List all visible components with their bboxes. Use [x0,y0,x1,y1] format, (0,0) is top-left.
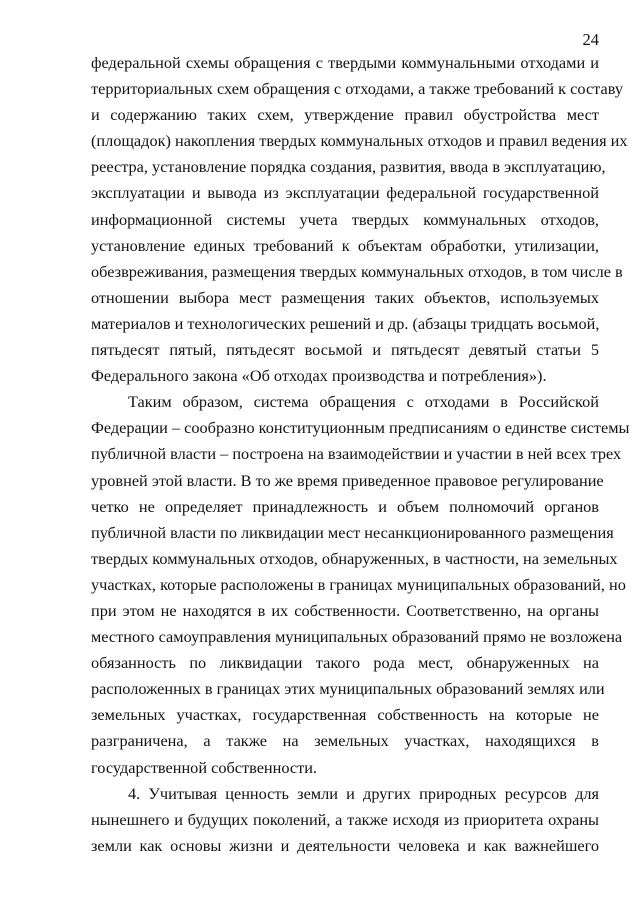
text-line: местного самоуправления муниципальных образований прямо не возложена [91,627,623,647]
text-line: обезвреживания, размещения твердых коммунальных отходов, в том числе в [91,261,623,281]
text-line: четко не определяет принадлежность и объем полномочий органов [91,496,599,516]
text-line: Федерального закона «Об отходах производства и потребления»). [91,366,547,386]
page-number: 24 [582,30,599,49]
text-line: отношении выбора мест размещения таких объектов, используемых [91,287,599,307]
text-line: участках, которые расположены в границах муниципальных образований, но [91,574,626,594]
text-line: нынешнего и будущих поколений, а также исходя из приоритета охраны [91,809,599,829]
text-line: (площадок) накопления твердых коммунальных отходов и правил ведения их [91,131,628,151]
paragraph [91,50,628,389]
text-line: территориальных схем обращения с отходами, а также требований к составу [91,79,623,99]
paragraph [91,781,599,859]
text-line: обязанность по ликвидации такого рода мест, обнаруженных на [91,653,599,673]
text-line: земельных участках, государственная собственность на которые не [91,705,599,725]
text-line: 4. Учитывая ценность земли и других природных ресурсов для [128,783,599,803]
text-line: земли как основы жизни и деятельности человека и как важнейшего [91,835,599,855]
text-line: публичной власти – построена на взаимодействии и участии в ней всех трех [91,444,622,464]
text-line: уровней этой власти. В то же время приведенное правовое регулирование [91,470,604,490]
text-line: Федерации – сообразно конституционным предписаниям о единстве системы [91,418,630,438]
text-line: реестра, установление порядка создания, развития, ввода в эксплуатацию, [91,157,606,177]
text-line: при этом не находятся в их собственности. Соответственно, на органы [91,600,599,620]
document-body [91,50,630,859]
text-line: установление единых требований к объектам обработки, утилизации, [91,235,599,255]
text-line: твердых коммунальных отходов, обнаруженных, в частности, на земельных [91,548,618,568]
text-line: государственной собственности. [91,757,318,777]
text-line: пятьдесят пятый, пятьдесят восьмой и пятьдесят девятый статьи 5 [91,340,599,360]
paragraph [91,389,630,780]
text-line: эксплуатации и вывода из эксплуатации федеральной государственной [91,183,599,203]
text-line: информационной системы учета твердых коммунальных отходов, [91,209,599,229]
text-line: материалов и технологических решений и др. (абзацы тридцать восьмой, [91,313,600,333]
text-line: федеральной схемы обращения с твердыми коммунальными отходами и [91,53,599,72]
text-line: разграничена, а также на земельных участках, находящихся в [91,731,599,751]
text-line: и содержанию таких схем, утверждение правил обустройства мест [91,105,599,125]
text-line: публичной власти по ликвидации мест несанкционированного размещения [91,522,614,542]
text-line: Таким образом, система обращения с отходами в Российской [128,392,599,412]
text-line: расположенных в границах этих муниципальных образований землях или [91,679,605,699]
